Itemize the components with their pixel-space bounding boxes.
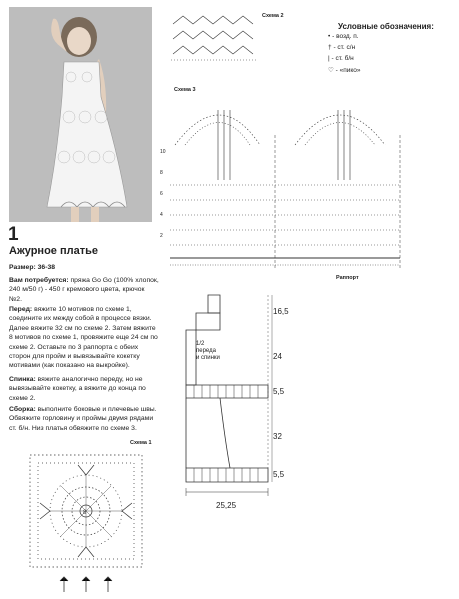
double-crochet-icon: † xyxy=(328,44,332,51)
row-number: 4 xyxy=(160,212,163,218)
back-paragraph xyxy=(9,375,159,403)
row-number: 10 xyxy=(160,149,166,155)
scheme2-diagram xyxy=(168,14,268,64)
legend-title: Условные обозначения: xyxy=(338,22,434,31)
size-label: Размер: xyxy=(9,264,36,271)
assembly-paragraph xyxy=(9,405,159,433)
piece-label: 1/2 переда и спинки xyxy=(196,341,220,361)
air-loop-icon: • xyxy=(328,33,331,40)
legend-item: † - ст. с/н xyxy=(328,44,356,51)
back-text: вяжите аналогично переду, но не вывязывайте кокетку, а вяжите до конца по схеме 2. xyxy=(9,376,146,402)
legend-item: ♡ - «пико» xyxy=(328,67,361,74)
materials-paragraph xyxy=(9,276,159,304)
size-value: 36-38 xyxy=(37,264,56,271)
materials-label: Вам потребуется: xyxy=(9,277,69,284)
dim-label: 5,5 xyxy=(273,470,285,479)
pattern-diagram xyxy=(180,290,290,520)
dim-label: 32 xyxy=(273,432,282,441)
row-numbers xyxy=(160,142,166,247)
row-number: 2 xyxy=(160,233,163,239)
width-label: 25,25 xyxy=(216,501,237,510)
row-number: 8 xyxy=(160,170,163,176)
dim-label: 5,5 xyxy=(273,387,285,396)
back-label: Спинка: xyxy=(9,376,36,383)
legend-item: | - ст. б/н xyxy=(328,55,354,62)
scheme3-diagram xyxy=(160,90,410,270)
legend-item: • - возд. п. xyxy=(328,33,359,40)
dim-label: 16,5 xyxy=(273,307,289,316)
assembly-label: Сборка: xyxy=(9,406,36,413)
scheme3-label: Схема 3 xyxy=(174,87,196,93)
assembly-text: выполните боковые и плечевые швы. Обвяжите горловину и проймы двумя рядами ст. б/н. Низ платья обвяжите по схеме 3. xyxy=(9,406,157,432)
scheme2-label: Схема 2 xyxy=(262,13,284,19)
dim-label: 24 xyxy=(273,352,282,361)
dress-photo xyxy=(9,7,152,222)
scheme1-diagram xyxy=(18,447,153,595)
row-number: 6 xyxy=(160,191,163,197)
picot-icon: ♡ xyxy=(328,67,334,74)
rapport-label: Раппорт xyxy=(336,275,359,281)
svg-text:8: 8 xyxy=(83,510,87,516)
model-number: 1 xyxy=(8,224,19,245)
front-text: вяжите 10 мотивов по схеме 1, соедините их между собой в процессе вязки. Далее вяжите 32 см по схеме 2. Затем вяжите 8 мотивов по схеме 1, провяжите еще 24 см по схеме 2. Оставьте по 3 раппорта с обеих сторон для пройм и вывязывайте кокетку мотивами (как показано на выкройке). xyxy=(9,306,158,370)
materials-text: пряжа Go Go (100% хлопок, 240 м/50 г) - 450 г кремового цвета, крючок №2. xyxy=(9,277,159,303)
front-label: Перед: xyxy=(9,306,33,313)
single-crochet-icon: | xyxy=(328,55,330,62)
page-title: Ажурное платье xyxy=(9,245,98,257)
size-line xyxy=(9,263,159,272)
scheme1-label: Схема 1 xyxy=(130,440,152,446)
front-paragraph xyxy=(9,305,159,371)
